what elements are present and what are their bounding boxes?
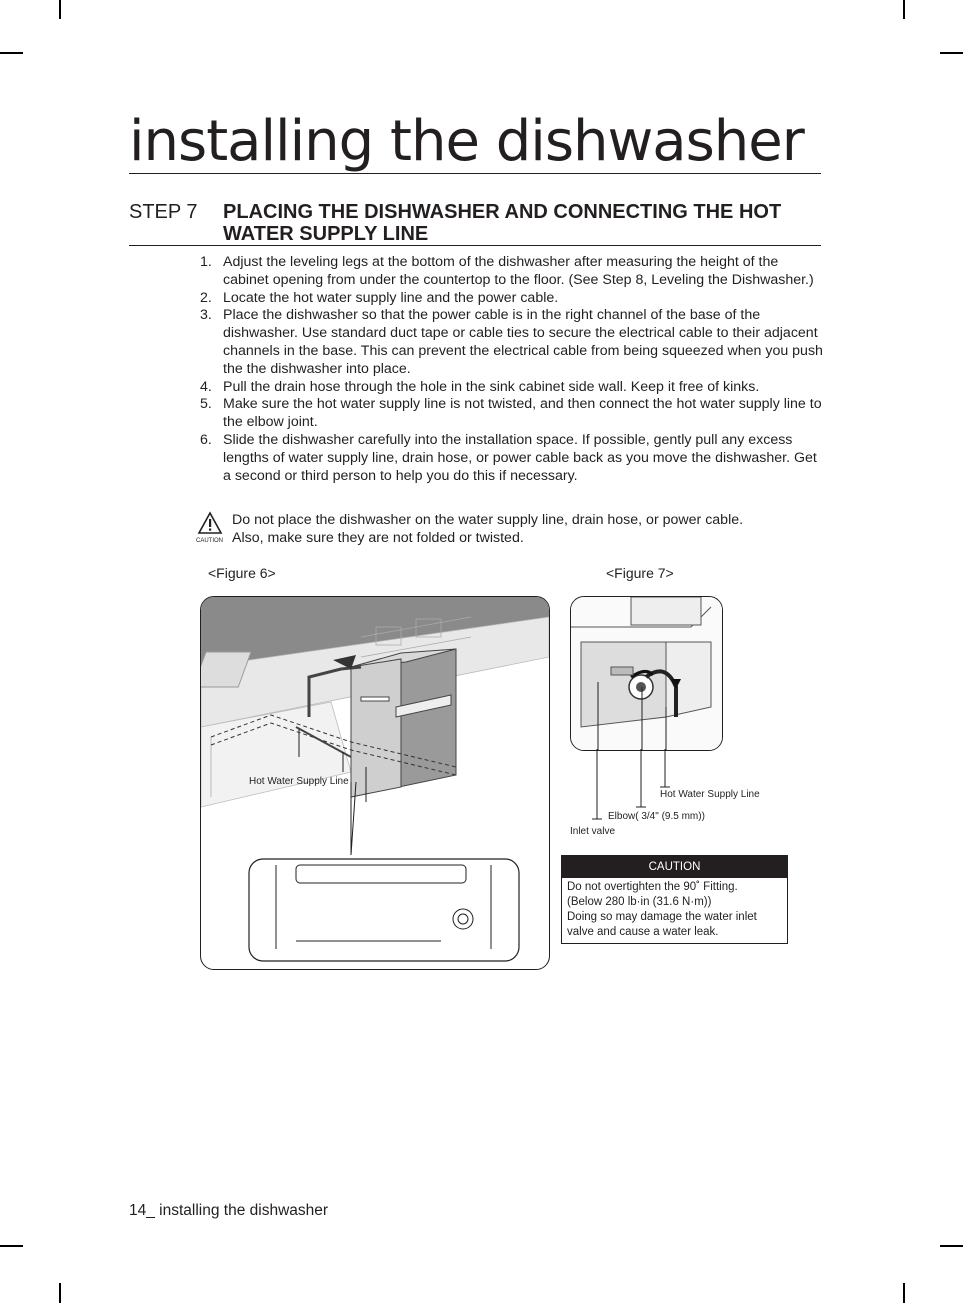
item-number: 3. xyxy=(200,307,212,324)
list-item xyxy=(196,254,826,290)
crop-mark xyxy=(0,52,23,54)
item-text: Pull the drain hose through the hole in the sink cabinet side wall. Keep it free of kinks. xyxy=(223,378,760,395)
step-number: STEP 7 xyxy=(129,201,198,223)
figure-7-label: <Figure 7> xyxy=(606,565,674,581)
caution-body-line: (Below 280 lb·in (31.6 N·m)) xyxy=(567,896,712,908)
item-text: Make sure the hot water supply line is not twisted, and then connect the hot water supply line to the elbow joint. xyxy=(223,396,822,431)
caution-heading: CAUTION xyxy=(562,856,787,878)
hot-water-supply-line-callout: Hot Water Supply Line xyxy=(660,789,760,800)
caution-body-line: Doing so may damage the water inlet xyxy=(567,911,757,923)
list-item xyxy=(196,290,826,308)
crop-mark xyxy=(59,1283,61,1303)
list-item xyxy=(196,396,826,432)
svg-text:CAUTION: CAUTION xyxy=(196,538,223,544)
elbow-callout: Elbow( 3/4" (9.5 mm)) xyxy=(608,811,705,822)
caution-box xyxy=(561,855,788,944)
figure-6-illustration xyxy=(200,596,550,970)
item-text: Adjust the leveling legs at the bottom of the dishwasher after measuring the height of the cabinet opening from under the countertop to the floor. (See Step 8, Leveling the Dishwasher.) xyxy=(223,254,814,288)
item-number: 6. xyxy=(200,431,212,448)
crop-mark xyxy=(0,1245,23,1247)
item-number: 5. xyxy=(200,396,212,413)
page-footer: 14_ installing the dishwasher xyxy=(129,1202,329,1219)
list-item xyxy=(196,432,826,485)
hot-water-supply-line-callout: Hot Water Supply Line xyxy=(249,776,349,787)
crop-mark xyxy=(903,0,905,19)
caution-line-2: Also, make sure they are not folded or twisted. xyxy=(232,530,524,546)
item-number: 2. xyxy=(200,289,212,306)
step-header xyxy=(129,201,821,246)
caution-body xyxy=(562,878,787,942)
caution-line-1: Do not place the dishwasher on the water supply line, drain hose, or power cable. xyxy=(232,512,744,528)
item-number: 4. xyxy=(200,378,212,395)
caution-body-line: Do not overtighten the 90˚ Fitting. xyxy=(567,881,738,893)
caution-text xyxy=(232,511,743,547)
crop-mark xyxy=(903,1283,905,1303)
caution-body-line: valve and cause a water leak. xyxy=(567,926,719,938)
crop-mark xyxy=(940,52,963,54)
caution-icon xyxy=(196,511,228,545)
item-text: Locate the hot water supply line and the power cable. xyxy=(223,289,559,306)
list-item xyxy=(196,307,826,378)
inlet-valve-drawing xyxy=(571,597,722,750)
page-title: installing the dishwasher xyxy=(129,112,821,174)
figure-7-illustration xyxy=(570,596,723,751)
item-text: Slide the dishwasher carefully into the installation space. If possible, gently pull any excess lengths of water supply line, drain hose, or power cable back as you move the dishwasher. Get a second or third person to help you do this if necessary. xyxy=(223,431,817,484)
step-title: PLACING THE DISHWASHER AND CONNECTING THE HOT WATER SUPPLY LINE xyxy=(223,201,782,245)
item-text: Place the dishwasher so that the power cable is in the right channel of the base of the dishwasher. Use standard duct tape or cable ties to secure the electrical cable to their adjacent channels in the base. This can prevent the electrical cable from being squeezed when you push the the dishwasher into place. xyxy=(223,307,823,377)
figure-6-label: <Figure 6> xyxy=(208,565,276,581)
item-number: 1. xyxy=(200,254,212,270)
inlet-valve-callout: Inlet valve xyxy=(570,826,616,837)
crop-mark xyxy=(59,0,61,19)
instruction-list xyxy=(196,254,826,485)
crop-mark xyxy=(940,1245,963,1247)
list-item xyxy=(196,379,826,397)
